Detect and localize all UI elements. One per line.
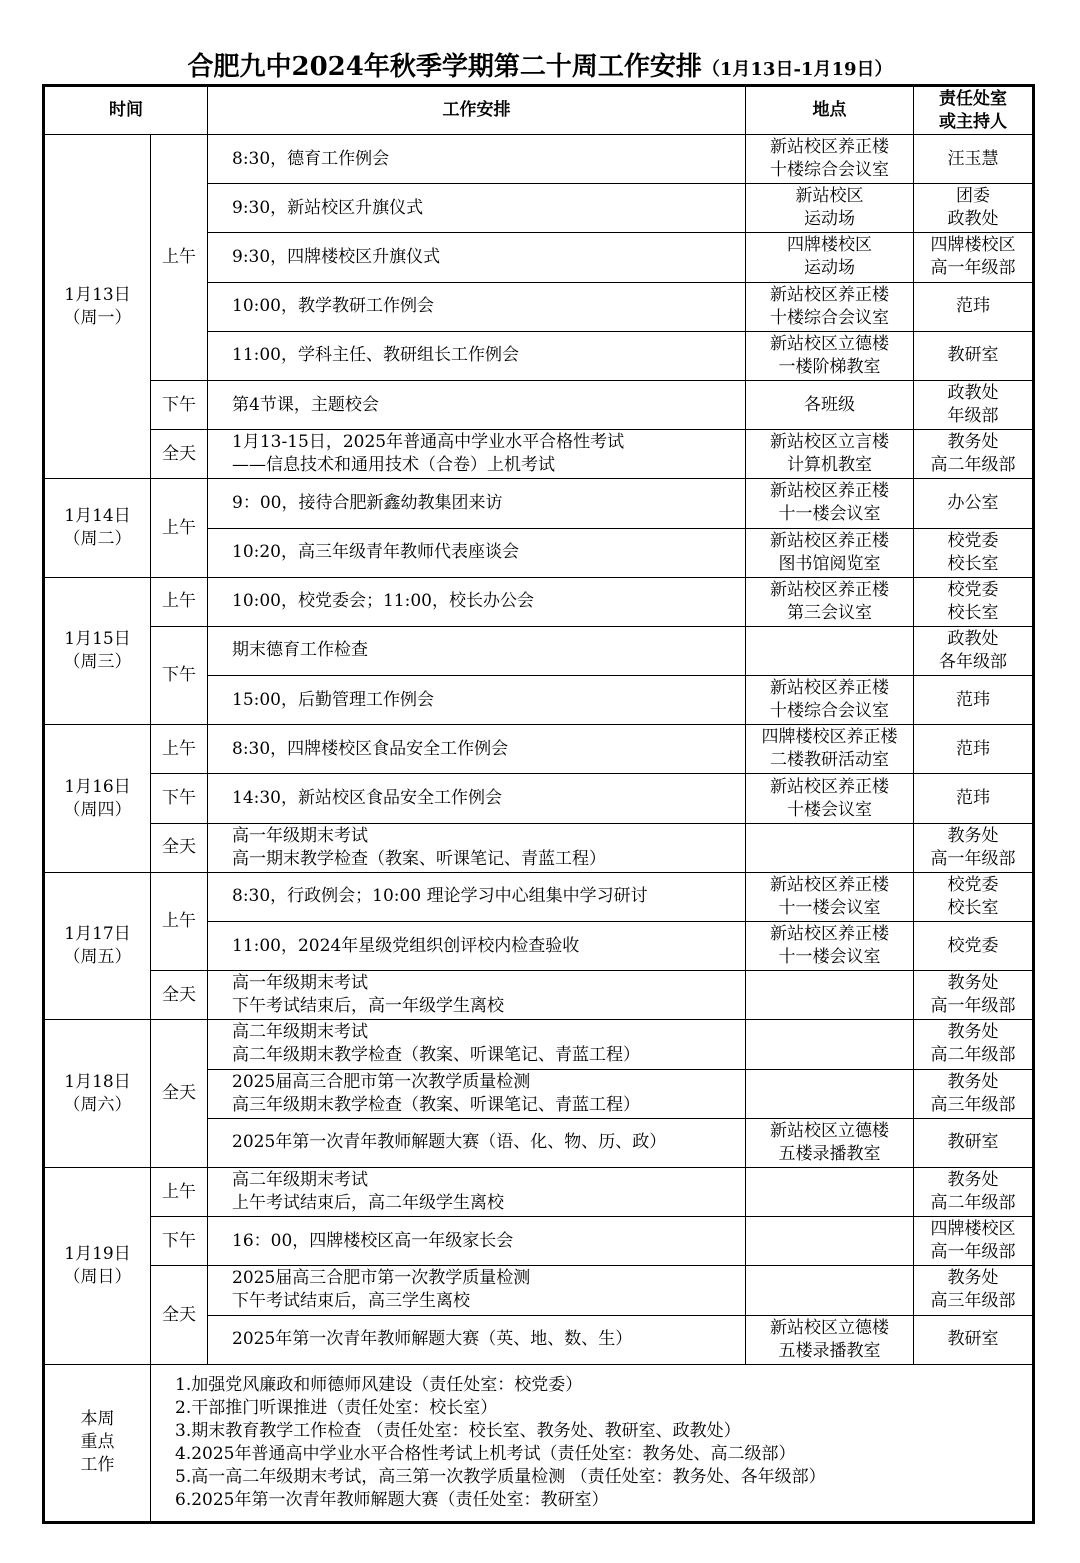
work-line: 下午考试结束后，高一年级学生离校: [232, 996, 504, 1017]
work-line: 14:30，新站校区食品安全工作例会: [232, 788, 502, 809]
header-time: 时间: [44, 86, 208, 135]
owner-line: 政教处: [947, 628, 999, 649]
schedule-body: [44, 86, 1034, 1523]
key-work-item: 1.加强党风廉政和师德师风建设（责任处室：校党委）: [175, 1374, 583, 1395]
work-cell: [208, 1020, 746, 1069]
owner-cell: [914, 1315, 1034, 1364]
work-line: 15:00，后勤管理工作例会: [232, 689, 434, 710]
period-cell: 上午: [151, 1167, 208, 1216]
key-work-item: 3.期末教育教学工作检查 （责任处室：校长室、教务处、教研室、政教处）: [175, 1420, 741, 1441]
owner-line: 校长室: [947, 553, 999, 574]
schedule-row: [44, 1020, 1034, 1069]
period-cell: 下午: [151, 774, 208, 823]
key-work-label: [44, 1364, 151, 1522]
place-line: 五楼录播教室: [778, 1340, 881, 1361]
owner-cell: [914, 430, 1034, 479]
day-date: 1月15日: [64, 628, 131, 649]
schedule-row: [44, 577, 1034, 626]
place-line: 第三会议室: [787, 602, 872, 623]
place-line: 二楼教研活动室: [770, 750, 889, 771]
work-cell: [208, 479, 746, 528]
header-place: 地点: [746, 86, 914, 135]
place-cell: [746, 577, 914, 626]
key-work-label-line: 重点: [80, 1432, 115, 1453]
work-cell: [208, 971, 746, 1020]
work-line: 高二年级期末考试: [232, 1170, 368, 1191]
place-cell: [746, 1266, 914, 1315]
work-line: 1月13-15日，2025年普通高中学业水平合格性考试: [232, 432, 625, 453]
owner-cell: [914, 380, 1034, 429]
owner-line: 高二年级部: [930, 455, 1016, 476]
schedule-row: [44, 1167, 1034, 1216]
place-cell: [746, 135, 914, 184]
owner-line: 教研室: [947, 1329, 999, 1350]
page-title: [0, 50, 1080, 87]
place-cell: [746, 282, 914, 331]
place-line: 十一楼会议室: [778, 947, 881, 968]
period-cell: 上午: [151, 135, 208, 381]
owner-line: 范玮: [956, 788, 990, 809]
owner-line: 范玮: [956, 738, 990, 759]
period-cell: 上午: [151, 725, 208, 774]
owner-line: 办公室: [947, 492, 999, 513]
work-line: 8:30，德育工作例会: [232, 148, 390, 169]
place-line: 运动场: [804, 209, 855, 230]
day-cell: [44, 725, 151, 873]
owner-cell: [914, 184, 1034, 233]
period-cell: 全天: [151, 1266, 208, 1364]
schedule-row: [44, 1217, 1034, 1266]
work-line: 高一年级期末考试: [232, 825, 368, 846]
place-cell: [746, 676, 914, 725]
owner-cell: [914, 725, 1034, 774]
owner-cell: [914, 626, 1034, 675]
owner-line: 年级部: [947, 406, 999, 427]
place-cell: [746, 479, 914, 528]
day-cell: [44, 577, 151, 725]
owner-cell: [914, 1266, 1034, 1315]
schedule-row: [44, 1266, 1034, 1315]
owner-cell: [914, 1217, 1034, 1266]
place-cell: [746, 774, 914, 823]
place-cell: [746, 725, 914, 774]
owner-line: 高一年级部: [930, 848, 1016, 869]
day-weekday: （周二）: [63, 529, 132, 549]
place-cell: [746, 331, 914, 380]
schedule-row: [44, 626, 1034, 675]
work-cell: [208, 1167, 746, 1216]
work-cell: [208, 774, 746, 823]
period-cell: 上午: [151, 872, 208, 970]
place-cell: [746, 823, 914, 872]
place-cell: [746, 233, 914, 282]
place-line: 新站校区养正楼: [770, 481, 889, 502]
place-cell: [746, 184, 914, 233]
schedule-row: [44, 872, 1034, 921]
day-weekday: （周六）: [63, 1094, 132, 1115]
place-line: 计算机教室: [787, 455, 872, 476]
place-line: 新站校区养正楼: [770, 924, 889, 945]
place-line: 十楼综合会议室: [770, 701, 889, 722]
owner-line: 汪玉慧: [947, 148, 999, 169]
work-cell: [208, 1118, 746, 1167]
place-line: 新站校区养正楼: [770, 678, 889, 699]
period-cell: 全天: [151, 823, 208, 872]
owner-cell: [914, 1069, 1034, 1118]
schedule-row: [44, 725, 1034, 774]
place-line: 运动场: [804, 258, 855, 279]
owner-line: 政教处: [947, 383, 999, 404]
schedule-table: [42, 84, 1035, 1524]
owner-line: 范玮: [956, 296, 990, 317]
period-cell: 上午: [151, 479, 208, 577]
work-line: 8:30，四牌楼校区食品安全工作例会: [232, 738, 509, 759]
header-work: 工作安排: [208, 86, 746, 135]
work-line: 高三年级期末教学检查（教案、听课笔记、青蓝工程）: [232, 1094, 640, 1115]
schedule-row: [44, 380, 1034, 429]
work-cell: [208, 626, 746, 675]
schedule-row: [44, 971, 1034, 1020]
owner-cell: [914, 1167, 1034, 1216]
place-cell: [746, 528, 914, 577]
place-cell: [746, 1315, 914, 1364]
work-line: 9:30，四牌楼校区升旗仪式: [232, 246, 441, 267]
place-line: 新站校区养正楼: [770, 776, 889, 797]
day-date: 1月13日: [64, 284, 131, 305]
key-work-item: 2.干部推门听课推进（责任处室：校长室）: [175, 1397, 498, 1418]
owner-line: 高三年级部: [930, 1291, 1016, 1312]
place-line: 图书馆阅览室: [778, 553, 881, 574]
place-line: 新站校区立德楼: [770, 1317, 889, 1338]
title-date-range: （1月13日-1月19日）: [701, 59, 893, 80]
place-cell: [746, 922, 914, 971]
period-cell: 全天: [151, 971, 208, 1020]
day-cell: [44, 135, 151, 479]
header-row: [44, 86, 1034, 135]
day-weekday: （周四）: [63, 799, 132, 820]
owner-line: 校党委: [947, 579, 999, 600]
title-main: 合肥九中2024年秋季学期第二十周工作安排: [187, 52, 702, 82]
place-line: 新站校区立德楼: [770, 1120, 889, 1141]
place-cell: [746, 626, 914, 675]
work-line: 期末德育工作检查: [232, 640, 368, 661]
work-line: 11:00，2024年星级党组织创评校内检查验收: [232, 935, 580, 956]
work-line: 2025年第一次青年教师解题大赛（语、化、物、历、政）: [232, 1132, 667, 1153]
owner-line: 教务处: [947, 973, 999, 994]
period-cell: 全天: [151, 1020, 208, 1168]
work-cell: [208, 184, 746, 233]
owner-cell: [914, 872, 1034, 921]
key-work-label-line: 本周: [80, 1409, 115, 1430]
work-line: 9:30，新站校区升旗仪式: [232, 197, 424, 218]
owner-line: 校长室: [947, 602, 999, 623]
place-cell: [746, 872, 914, 921]
work-cell: [208, 1315, 746, 1364]
place-line: 四牌楼校区: [787, 235, 872, 256]
place-line: 新站校区立德楼: [770, 333, 889, 354]
work-line: 上午考试结束后，高二年级学生离校: [232, 1193, 504, 1214]
key-work-item: 6.2025年第一次青年教师解题大赛（责任处室：教研室）: [175, 1489, 609, 1510]
key-work-list: [151, 1364, 1034, 1522]
work-cell: [208, 676, 746, 725]
owner-cell: [914, 577, 1034, 626]
owner-line: 教务处: [947, 432, 999, 453]
place-line: 十楼综合会议室: [770, 160, 889, 181]
day-weekday: （周三）: [63, 651, 132, 672]
owner-line: 校党委: [947, 530, 999, 551]
owner-line: 四牌楼校区: [930, 235, 1016, 256]
period-cell: 下午: [151, 1217, 208, 1266]
place-cell: [746, 971, 914, 1020]
work-line: 下午考试结束后，高三学生离校: [232, 1291, 470, 1312]
owner-line: 教研室: [947, 345, 999, 366]
day-weekday: （周五）: [63, 947, 132, 968]
owner-line: 四牌楼校区: [930, 1219, 1016, 1240]
work-line: 10:20，高三年级青年教师代表座谈会: [232, 542, 519, 563]
work-line: 16：00，四牌楼校区高一年级家长会: [232, 1230, 514, 1251]
work-cell: [208, 1217, 746, 1266]
place-line: 新站校区养正楼: [770, 874, 889, 895]
owner-line: 各年级部: [939, 651, 1007, 672]
place-line: 十楼会议室: [787, 799, 872, 820]
place-line: 十楼综合会议室: [770, 307, 889, 328]
work-line: 2025年第一次青年教师解题大赛（英、地、数、生）: [232, 1329, 633, 1350]
place-cell: [746, 1118, 914, 1167]
owner-line: 教研室: [947, 1132, 999, 1153]
work-cell: [208, 528, 746, 577]
owner-line: 范玮: [956, 689, 990, 710]
schedule-row: [44, 135, 1034, 184]
day-cell: [44, 1167, 151, 1364]
period-cell: 下午: [151, 380, 208, 429]
owner-cell: [914, 1118, 1034, 1167]
owner-line: 团委: [956, 186, 990, 207]
work-line: 2025届高三合肥市第一次教学质量检测: [232, 1268, 531, 1289]
owner-cell: [914, 823, 1034, 872]
place-line: 十一楼会议室: [778, 504, 881, 525]
owner-line: 教务处: [947, 825, 999, 846]
work-line: 10:00，教学教研工作例会: [232, 296, 434, 317]
day-weekday: （周一）: [63, 307, 132, 328]
owner-cell: [914, 774, 1034, 823]
place-cell: [746, 1217, 914, 1266]
work-line: 高二年级期末教学检查（教案、听课笔记、青蓝工程）: [232, 1045, 640, 1066]
day-date: 1月16日: [64, 776, 131, 797]
period-cell: 下午: [151, 626, 208, 724]
place-cell: [746, 380, 914, 429]
header-owner: [914, 86, 1034, 135]
key-work-item: 4.2025年普通高中学业水平合格性考试上机考试（责任处室：教务处、高二级部）: [175, 1443, 796, 1464]
place-line: 新站校区: [795, 186, 864, 207]
work-cell: [208, 233, 746, 282]
day-date: 1月17日: [64, 924, 131, 945]
owner-line: 教务处: [947, 1170, 999, 1191]
day-cell: [44, 872, 151, 1020]
owner-line: 高三年级部: [930, 1094, 1016, 1115]
header-owner-line2: 或主持人: [939, 111, 1007, 132]
work-line: 11:00，学科主任、教研组长工作例会: [232, 345, 519, 366]
place-line: 五楼录播教室: [778, 1143, 881, 1164]
work-line: 高一期末教学检查（教案、听课笔记、青蓝工程）: [232, 848, 606, 869]
schedule-row: [44, 774, 1034, 823]
owner-line: 教务处: [947, 1071, 999, 1092]
owner-cell: [914, 1020, 1034, 1069]
owner-line: 教务处: [947, 1022, 999, 1043]
owner-line: 政教处: [947, 209, 999, 230]
day-date: 1月19日: [64, 1243, 131, 1264]
work-cell: [208, 872, 746, 921]
place-line: 一楼阶梯教室: [778, 356, 881, 377]
place-cell: [746, 1020, 914, 1069]
key-work-item: 5.高一高二年级期末考试，高三第一次教学质量检测 （责任处室：教务处、各年级部）: [175, 1466, 826, 1487]
owner-line: 校党委: [947, 935, 999, 956]
work-line: 8:30，行政例会；10:00 理论学习中心组集中学习研讨: [232, 886, 648, 907]
work-line: 9：00，接待合肥新鑫幼教集团来访: [232, 492, 503, 513]
key-work-row: [44, 1364, 1034, 1522]
period-cell: 全天: [151, 430, 208, 479]
place-cell: [746, 1069, 914, 1118]
owner-cell: [914, 528, 1034, 577]
work-cell: [208, 725, 746, 774]
work-cell: [208, 1266, 746, 1315]
place-line: 新站校区养正楼: [770, 530, 889, 551]
owner-line: 高一年级部: [930, 996, 1016, 1017]
place-line: 新站校区养正楼: [770, 137, 889, 158]
work-cell: [208, 430, 746, 479]
schedule-row: [44, 430, 1034, 479]
work-cell: [208, 380, 746, 429]
day-cell: [44, 479, 151, 577]
owner-cell: [914, 331, 1034, 380]
period-cell: 上午: [151, 577, 208, 626]
work-cell: [208, 1069, 746, 1118]
work-line: ——信息技术和通用技术（合卷）上机考试: [232, 455, 555, 476]
place-line: 十一楼会议室: [778, 897, 881, 918]
header-owner-line1: 责任处室: [939, 88, 1007, 109]
work-line: 10:00，校党委会；11:00，校长办公会: [232, 591, 534, 612]
owner-cell: [914, 479, 1034, 528]
work-line: 2025届高三合肥市第一次教学质量检测: [232, 1071, 531, 1092]
key-work-label-line: 工作: [80, 1455, 115, 1476]
owner-line: 高一年级部: [930, 258, 1016, 279]
work-cell: [208, 823, 746, 872]
work-line: 高一年级期末考试: [232, 973, 368, 994]
work-cell: [208, 577, 746, 626]
schedule-row: [44, 479, 1034, 528]
day-weekday: （周日）: [63, 1266, 132, 1287]
place-line: 新站校区养正楼: [770, 284, 889, 305]
day-date: 1月18日: [64, 1071, 131, 1092]
owner-line: 校长室: [947, 897, 999, 918]
work-cell: [208, 135, 746, 184]
place-cell: [746, 430, 914, 479]
owner-cell: [914, 971, 1034, 1020]
owner-cell: [914, 922, 1034, 971]
place-line: 新站校区立言楼: [770, 432, 889, 453]
work-cell: [208, 282, 746, 331]
place-line: 各班级: [804, 394, 855, 415]
owner-cell: [914, 135, 1034, 184]
place-cell: [746, 1167, 914, 1216]
day-cell: [44, 1020, 151, 1168]
owner-cell: [914, 282, 1034, 331]
owner-cell: [914, 676, 1034, 725]
place-line: 新站校区养正楼: [770, 579, 889, 600]
owner-line: 高二年级部: [930, 1045, 1016, 1066]
work-cell: [208, 331, 746, 380]
schedule-row: [44, 823, 1034, 872]
owner-line: 校党委: [947, 874, 999, 895]
day-date: 1月14日: [64, 506, 131, 526]
work-cell: [208, 922, 746, 971]
work-line: 高二年级期末考试: [232, 1022, 368, 1043]
place-line: 四牌楼校区养正楼: [761, 727, 898, 748]
work-line: 第4节课，主题校会: [232, 394, 379, 415]
owner-line: 高一年级部: [930, 1242, 1016, 1263]
owner-line: 教务处: [947, 1268, 999, 1289]
owner-line: 高二年级部: [930, 1193, 1016, 1214]
owner-cell: [914, 233, 1034, 282]
